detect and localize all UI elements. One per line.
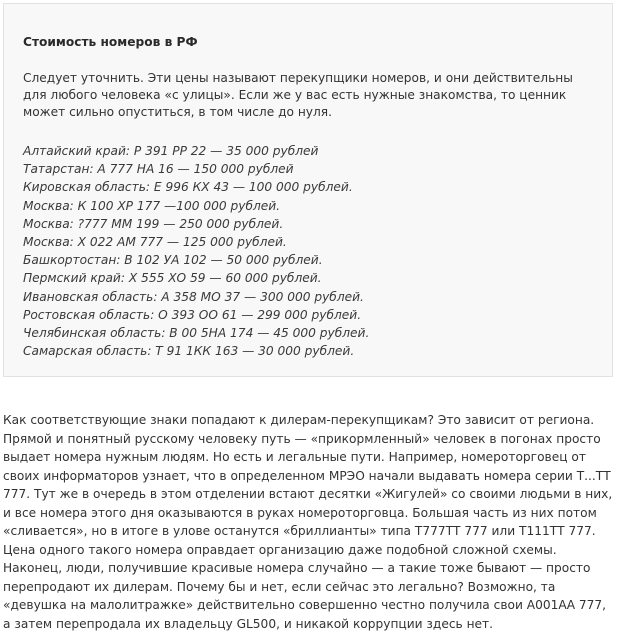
price-list <box>23 142 594 360</box>
article-paragraph: Как соответствующие знаки попадают к дилерам-перекупщикам? Это зависит от региона. Прямой и понятный русскому человеку путь — «прикормленный» человек в погонах просто выдает номера нужным людям. Но есть и легальные пути. Например, номероторговец от своих информаторов узнает, что в определенном МРЭО начали выдавать номера серии Т...ТТ 777. Тут же в очередь в этом отделении встают десятки «Жигулей» со своими людьми в них, и все номера этого дня оказываются в руках номероторговца. Большая часть из них потом «сливается», но в итоге в улове останутся «бриллианты» типа Т777ТТ 777 или Т111ТТ 777. Цена одного такого номера оправдает организацию даже подобной сложной схемы. Наконец, люди, получившие красивые номера случайно — а такие тоже бывают — просто перепродают их дилерам. Почему бы и нет, если сейчас это легально? Возможно, та «девушка на малолитражке» действительно совершенно честно получила свои А001АА 777, а затем перепродала их владельцу GL500, и никакой коррупции здесь нет. <box>3 413 613 631</box>
price-item: Москва: ?777 ММ 199 — 250 000 рублей. <box>23 216 284 231</box>
price-item: Самарская область: Т 91 1КК 163 — 30 000 рублей. <box>23 344 355 359</box>
price-item: Москва: К 100 ХР 177 —100 000 рублей. <box>23 198 281 213</box>
price-item: Алтайский край: Р 391 РР 22 — 35 000 рублей <box>23 144 319 158</box>
price-item: Челябинская область: В 00 5НА 174 — 45 000 рублей. <box>23 326 370 341</box>
price-item: Татарстан: А 777 НА 16 — 150 000 рублей <box>23 162 294 177</box>
box-title: Стоимость номеров в РФ <box>23 35 198 49</box>
price-item: Пермский край: Х 555 ХО 59 — 60 000 рублей. <box>23 271 322 286</box>
box-intro: Следует уточнить. Эти цены называют перекупщики номеров, и они действительны для любого человека «с улицы». Если же у вас есть нужные знакомства, то ценник может сильно опуститься, в том числе до нуля. <box>23 71 573 119</box>
price-item: Кировская область: Е 996 КХ 43 — 100 000 рублей. <box>23 180 353 195</box>
price-item: Ростовская область: О 393 ОО 61 — 299 000 рублей. <box>23 307 362 322</box>
price-item: Башкортостан: В 102 УА 102 — 50 000 рублей. <box>23 253 323 268</box>
prices-box <box>3 3 613 377</box>
price-item: Москва: Х 022 АМ 777 — 125 000 рублей. <box>23 235 287 250</box>
price-item: Ивановская область: А 358 МО 37 — 300 000 рублей. <box>23 289 364 304</box>
